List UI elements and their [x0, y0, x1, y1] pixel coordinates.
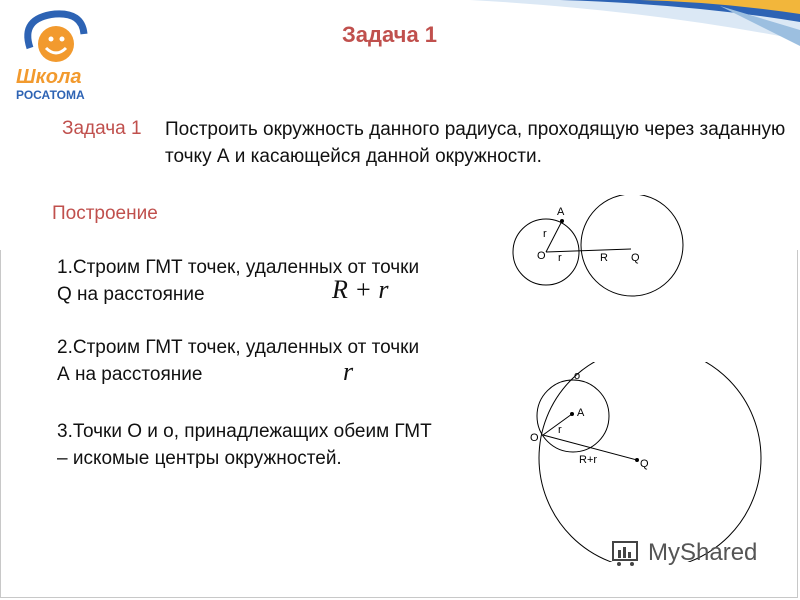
large-circle — [581, 195, 683, 296]
watermark — [612, 538, 757, 568]
label-O: O — [537, 250, 546, 262]
label-r: r — [558, 424, 562, 436]
diagram-1 — [500, 195, 700, 305]
slide-title: Задача 1 — [342, 22, 438, 47]
step-1: 1.Строим ГМТ точек, удаленных от точки Q на расстояние — [57, 257, 420, 305]
label-r-lower: r — [558, 252, 562, 264]
label-R: R — [600, 252, 608, 264]
small-circle — [537, 380, 609, 452]
logo-line2: РОСАТОМА — [16, 88, 85, 102]
point-Q — [635, 458, 639, 462]
large-circle — [539, 362, 761, 562]
label-Q: Q — [640, 458, 649, 470]
logo-line1: Школа — [16, 66, 82, 88]
label-Rr: R+r — [579, 454, 598, 466]
point-A — [560, 219, 564, 223]
point-A — [570, 412, 574, 416]
formula-r-plus-R: R + r — [332, 275, 389, 304]
logo-icon — [20, 8, 90, 70]
segment-OA — [546, 221, 562, 252]
section-label: Построение — [52, 203, 158, 224]
label-o: o — [574, 370, 581, 382]
cart-icon — [612, 538, 642, 568]
label-r-upper: r — [543, 228, 547, 240]
label-A: A — [577, 407, 585, 419]
task-label: Задача 1 — [62, 118, 142, 139]
label-A: A — [557, 206, 565, 218]
formula-r: r — [343, 357, 354, 386]
label-Q: Q — [631, 252, 640, 264]
task-text: Построить окружность данного радиуса, проходящую через заданную точку А и касающейся данной окружности. — [165, 119, 786, 167]
label-O: O — [530, 432, 539, 444]
step-2: 2.Строим ГМТ точек, удаленных от точки А на расстояние — [57, 337, 420, 385]
watermark-text: MyShared — [648, 539, 758, 566]
diagram-2 — [510, 362, 800, 562]
step-3: 3.Точки О и о, принадлежащих обеим ГМТ – искомые центры окружностей. — [57, 421, 432, 469]
logo — [14, 8, 104, 103]
